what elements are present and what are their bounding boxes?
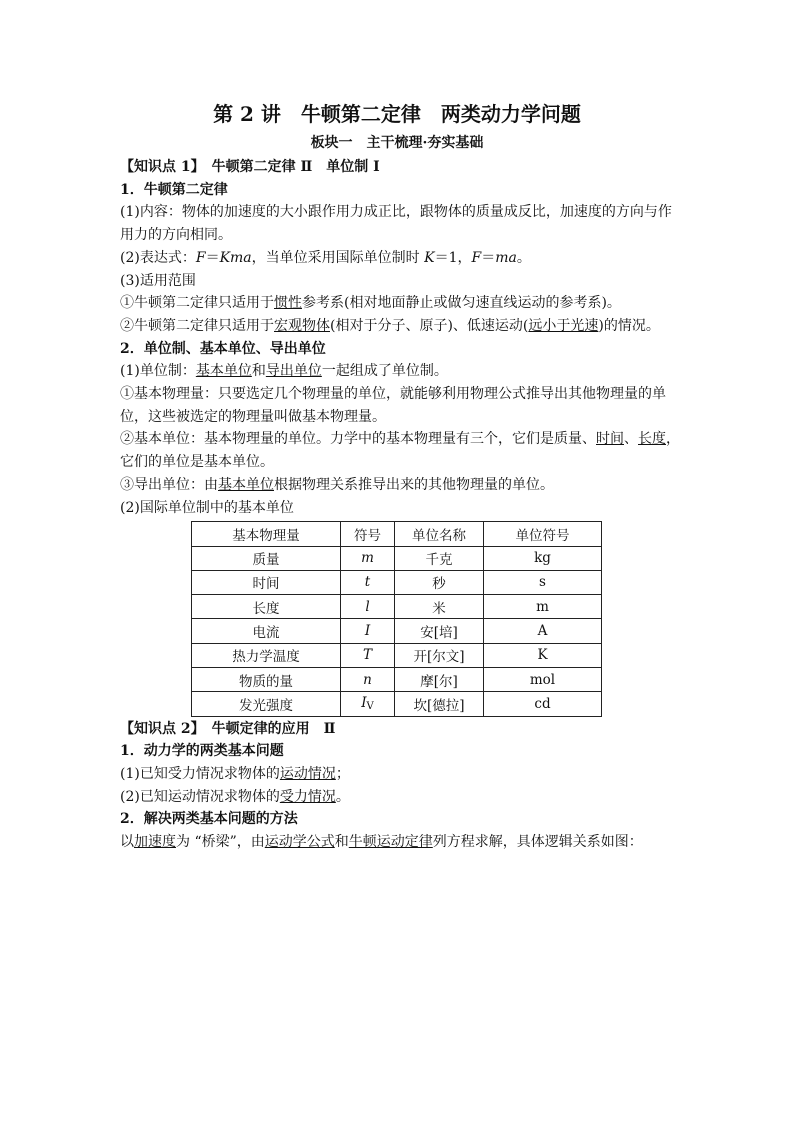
unit-name-cell: 千克 <box>395 546 484 570</box>
column-header: 单位符号 <box>484 522 602 546</box>
quantity-cell: 长度 <box>192 595 341 619</box>
problem-type-1-end: ； <box>335 766 350 783</box>
symbol-cell: I <box>341 619 395 643</box>
scope-item-2-text: ②牛顿第二定律只适用于 <box>120 317 274 334</box>
method-text: 以 <box>120 834 134 851</box>
scope-item-2-middle: (相对于分子、原子)、低速运动( <box>330 317 529 334</box>
quantity-cell: 质量 <box>192 546 341 570</box>
keyword-length: 长度 <box>638 431 666 448</box>
formula-kma: Kma <box>219 249 252 266</box>
table-row <box>192 692 602 716</box>
column-header: 符号 <box>341 522 395 546</box>
symbol-cell <box>341 692 395 716</box>
scope-item-2 <box>120 315 680 338</box>
scope-item-1 <box>120 292 680 315</box>
formula-equals-2: ＝ <box>481 249 496 266</box>
method-rest: 列方程求解，具体逻辑关系如图： <box>432 834 643 851</box>
symbol-main: I <box>361 695 367 712</box>
knowledge-point-1-heading: 【知识点 1】 牛顿第二定律 Ⅱ 单位制 Ⅰ <box>120 159 380 175</box>
formula-k-equals: ＝1， <box>434 249 472 266</box>
quantity-cell: 时间 <box>192 570 341 594</box>
problem-type-1 <box>120 763 680 786</box>
problem-type-1-text: (1)已知受力情况求物体的 <box>120 766 280 783</box>
base-unit-line-2: 它们的单位是基本单位。 <box>120 454 274 471</box>
table-row <box>192 595 602 619</box>
scope-item-1-rest: 参考系(相对地面静止或做匀速直线运动的参考系)。 <box>302 295 621 312</box>
table-header-row <box>192 522 602 546</box>
unit-symbol-cell: cd <box>484 692 602 716</box>
unit-system-label: (1)单位制： <box>120 363 196 380</box>
problem-type-2-end: 。 <box>335 788 350 805</box>
derived-unit-rest: 根据物理关系推导出来的其他物理量的单位。 <box>274 476 554 493</box>
keyword-derived-units: 导出单位 <box>265 363 322 380</box>
expression-end: 。 <box>516 249 531 266</box>
section-two-problems-heading: 1．动力学的两类基本问题 <box>120 743 284 760</box>
symbol-cell: T <box>341 643 395 667</box>
formula-f-2: F <box>471 249 482 266</box>
quantity-cell: 热力学温度 <box>192 643 341 667</box>
si-base-units-table <box>191 521 602 716</box>
method-and: 和 <box>334 834 349 851</box>
si-heading: (2)国际单位制中的基本单位 <box>120 499 294 516</box>
unit-name-cell: 坎[德拉] <box>395 692 484 716</box>
formula-f: F <box>195 249 206 266</box>
derived-unit-line <box>120 474 680 497</box>
problem-type-2-text: (2)已知运动情况求物体的 <box>120 788 280 805</box>
unit-system-rest: 一起组成了单位制。 <box>321 363 448 380</box>
base-unit-comma: ， <box>666 431 680 448</box>
keyword-kinematics: 运动学公式 <box>264 834 335 851</box>
keyword-time: 时间 <box>596 431 624 448</box>
keyword-below-light-speed: 远小于光速 <box>528 317 599 334</box>
unit-symbol-cell: s <box>484 570 602 594</box>
law-expression <box>120 247 680 270</box>
table-row <box>192 668 602 692</box>
symbol-cell: l <box>341 595 395 619</box>
section-newton-second-law-heading: 1．牛顿第二定律 <box>120 181 228 198</box>
table-row <box>192 619 602 643</box>
base-quantity-line-1: ①基本物理量：只要选定几个物理量的单位，就能够利用物理公式推导出其他物理量的单 <box>120 386 666 403</box>
symbol-cell: t <box>341 570 395 594</box>
unit-symbol-cell: kg <box>484 546 602 570</box>
base-unit-separator: 、 <box>624 431 638 448</box>
keyword-acceleration: 加速度 <box>134 834 176 851</box>
unit-name-cell: 秒 <box>395 570 484 594</box>
base-unit-line-1 <box>120 428 680 451</box>
problem-type-2 <box>120 786 680 809</box>
document-body <box>120 156 680 854</box>
method-bridge: 为 “桥梁”，由 <box>176 834 265 851</box>
knowledge-point-2-heading: 【知识点 2】 牛顿定律的应用 Ⅱ <box>120 720 336 737</box>
table-row <box>192 570 602 594</box>
base-unit-text: ②基本单位：基本物理量的单位。力学中的基本物理量有三个，它们是质量、 <box>120 431 596 448</box>
symbol-cell: n <box>341 668 395 692</box>
keyword-newton-laws: 牛顿运动定律 <box>348 834 433 851</box>
unit-name-cell: 米 <box>395 595 484 619</box>
unit-symbol-cell: A <box>484 619 602 643</box>
scope-item-1-text: ①牛顿第二定律只适用于 <box>120 295 274 312</box>
formula-equals: ＝ <box>205 249 220 266</box>
expression-prefix: (2)表达式： <box>120 249 196 266</box>
quantity-cell: 发光强度 <box>192 692 341 716</box>
keyword-force-state: 受力情况 <box>279 788 336 805</box>
expression-middle: ，当单位采用国际单位制时 <box>251 249 425 266</box>
section-subtitle: 板块一 主干梳理·夯实基础 <box>310 135 484 151</box>
keyword-base-units: 基本单位 <box>195 363 252 380</box>
keyword-base-units-2: 基本单位 <box>218 476 274 493</box>
unit-name-cell: 安[培] <box>395 619 484 643</box>
law-content-line-2: 用力的方向相同。 <box>120 227 232 244</box>
scope-item-2-rest: )的情况。 <box>598 317 660 334</box>
base-quantity-line-2: 位，这些被选定的物理量叫做基本物理量。 <box>120 408 386 425</box>
unit-symbol-cell: K <box>484 643 602 667</box>
derived-unit-text: ③导出单位：由 <box>120 476 218 493</box>
unit-symbol-cell: m <box>484 595 602 619</box>
section-units-heading: 2．单位制、基本单位、导出单位 <box>120 340 326 357</box>
keyword-macroscopic: 宏观物体 <box>274 317 330 334</box>
table-row <box>192 643 602 667</box>
keyword-motion-state: 运动情况 <box>279 766 336 783</box>
unit-symbol-cell: mol <box>484 668 602 692</box>
law-content-line-1: (1)内容：物体的加速度的大小跟作用力成正比，跟物体的质量成反比，加速度的方向与作 <box>120 204 672 221</box>
scope-heading: (3)适用范围 <box>120 272 196 289</box>
quantity-cell: 物质的量 <box>192 668 341 692</box>
unit-name-cell: 开[尔文] <box>395 643 484 667</box>
column-header: 单位名称 <box>395 522 484 546</box>
section-method-heading: 2．解决两类基本问题的方法 <box>120 811 298 828</box>
symbol-subscript: V <box>366 701 374 713</box>
unit-system-definition <box>120 360 680 383</box>
formula-k: K <box>424 249 435 266</box>
unit-name-cell: 摩[尔] <box>395 668 484 692</box>
symbol-cell: m <box>341 546 395 570</box>
method-description <box>120 831 680 854</box>
lesson-title: 第 2 讲 牛顿第二定律 两类动力学问题 <box>213 102 581 126</box>
table-row <box>192 546 602 570</box>
keyword-inertial: 惯性 <box>274 295 302 312</box>
formula-ma: ma <box>495 249 517 266</box>
unit-system-and: 和 <box>251 363 266 380</box>
quantity-cell: 电流 <box>192 619 341 643</box>
column-header: 基本物理量 <box>192 522 341 546</box>
